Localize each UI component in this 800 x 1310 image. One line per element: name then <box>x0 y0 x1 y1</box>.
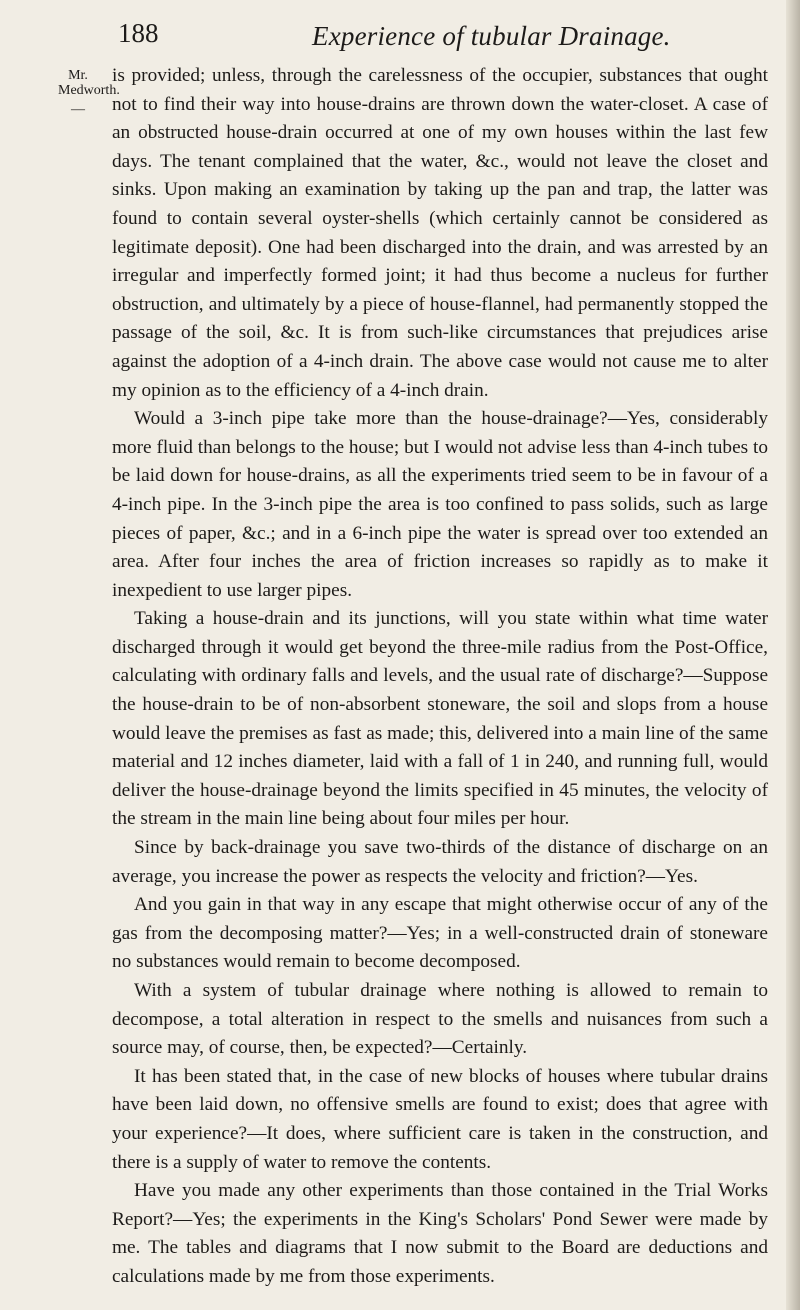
margin-speaker-note <box>58 68 120 117</box>
margin-speaker-title: Mr. <box>68 68 88 83</box>
page-number: 188 <box>118 18 159 48</box>
page-edge-shadow <box>786 0 800 1310</box>
paragraph: Taking a house-drain and its junctions, will you state within what time water discharged through it would get beyond the three-mile radius from the Post-Office, calculating with ordinary falls and levels, and the usual rate of discharge?—Suppose the house-drain to be of non-absorbent stoneware, the soil and slops from a house would leave the premises as fast as made; this, delivered into a main line of the same material and 12 inches diameter, laid with a fall of 1 in 240, and running full, would deliver the house-drainage beyond the limits specified in 45 minutes, the velocity of the stream in the main line being about four miles per hour. <box>112 608 768 830</box>
body-text <box>112 62 768 1292</box>
running-title: Experience of tubular Drainage. <box>312 21 671 51</box>
page-header <box>0 18 800 62</box>
paragraph: And you gain in that way in any escape that might otherwise occur of any of the gas from the decomposing matter?—Yes; in a well-constructed drain of stoneware no substances would remain to become decomposed. <box>112 894 768 973</box>
paragraph: With a system of tubular drainage where nothing is allowed to remain to decompose, a total alteration in respect to the smells and nuisances from such a source may, of course, then, be expected?—Certainly. <box>112 980 768 1059</box>
margin-dash: — <box>71 102 85 117</box>
paragraph: Have you made any other experiments than those contained in the Trial Works Report?—Yes; the experiments in the King's Scholars' Pond Sewer were made by me. The tables and diagrams that I now submit to the Board are deductions and calculations made by me from those experiments. <box>112 1180 768 1287</box>
paragraph: Would a 3-inch pipe take more than the house-drainage?—Yes, considerably more fluid than belongs to the house; but I would not advise less than 4-inch tubes to be laid down for house-drains, as all the experiments tried seem to be in favour of a 4-inch pipe. In the 3-inch pipe the area is too confined to pass solids, such as large pieces of paper, &c.; and in a 6-inch pipe the water is spread over too extended an area. After four inches the area of friction increases so rapidly as to make it inexpedient to use larger pipes. <box>112 408 768 601</box>
paragraph: It has been stated that, in the case of new blocks of houses where tubular drains have been laid down, no offensive smells are found to exist; does that agree with your experience?—It does, where sufficient care is taken in the construction, and there is a supply of water to remove the contents. <box>112 1065 768 1173</box>
paragraph: is provided; unless, through the carelessness of the occupier, substances that ought not to find their way into house-drains are thrown down the water-closet. A case of an obstructed house-drain occurred at one of my own houses within the last few days. The tenant complained that the water, &c., would not leave the closet and sinks. Upon making an examination by taking up the pan and trap, the latter was found to contain several oyster-shells (which certainly cannot be considered as legitimate deposit). One had been discharged into the drain, and was arrested by an irregular and imperfectly formed joint; it had thus become a nucleus for further obstruction, and ultimately by a piece of house-flannel, had permanently stopped the passage of the soil, &c. It is from such-like circumstances that prejudices arise against the adoption of a 4-inch drain. The above case would not cause me to alter my opinion as to the efficiency of a 4-inch drain. <box>112 65 768 401</box>
paragraph: Since by back-drainage you save two-thirds of the distance of discharge on an average, you increase the power as respects the velocity and friction?—Yes. <box>112 837 768 887</box>
margin-speaker-name: Medworth. <box>58 83 120 98</box>
